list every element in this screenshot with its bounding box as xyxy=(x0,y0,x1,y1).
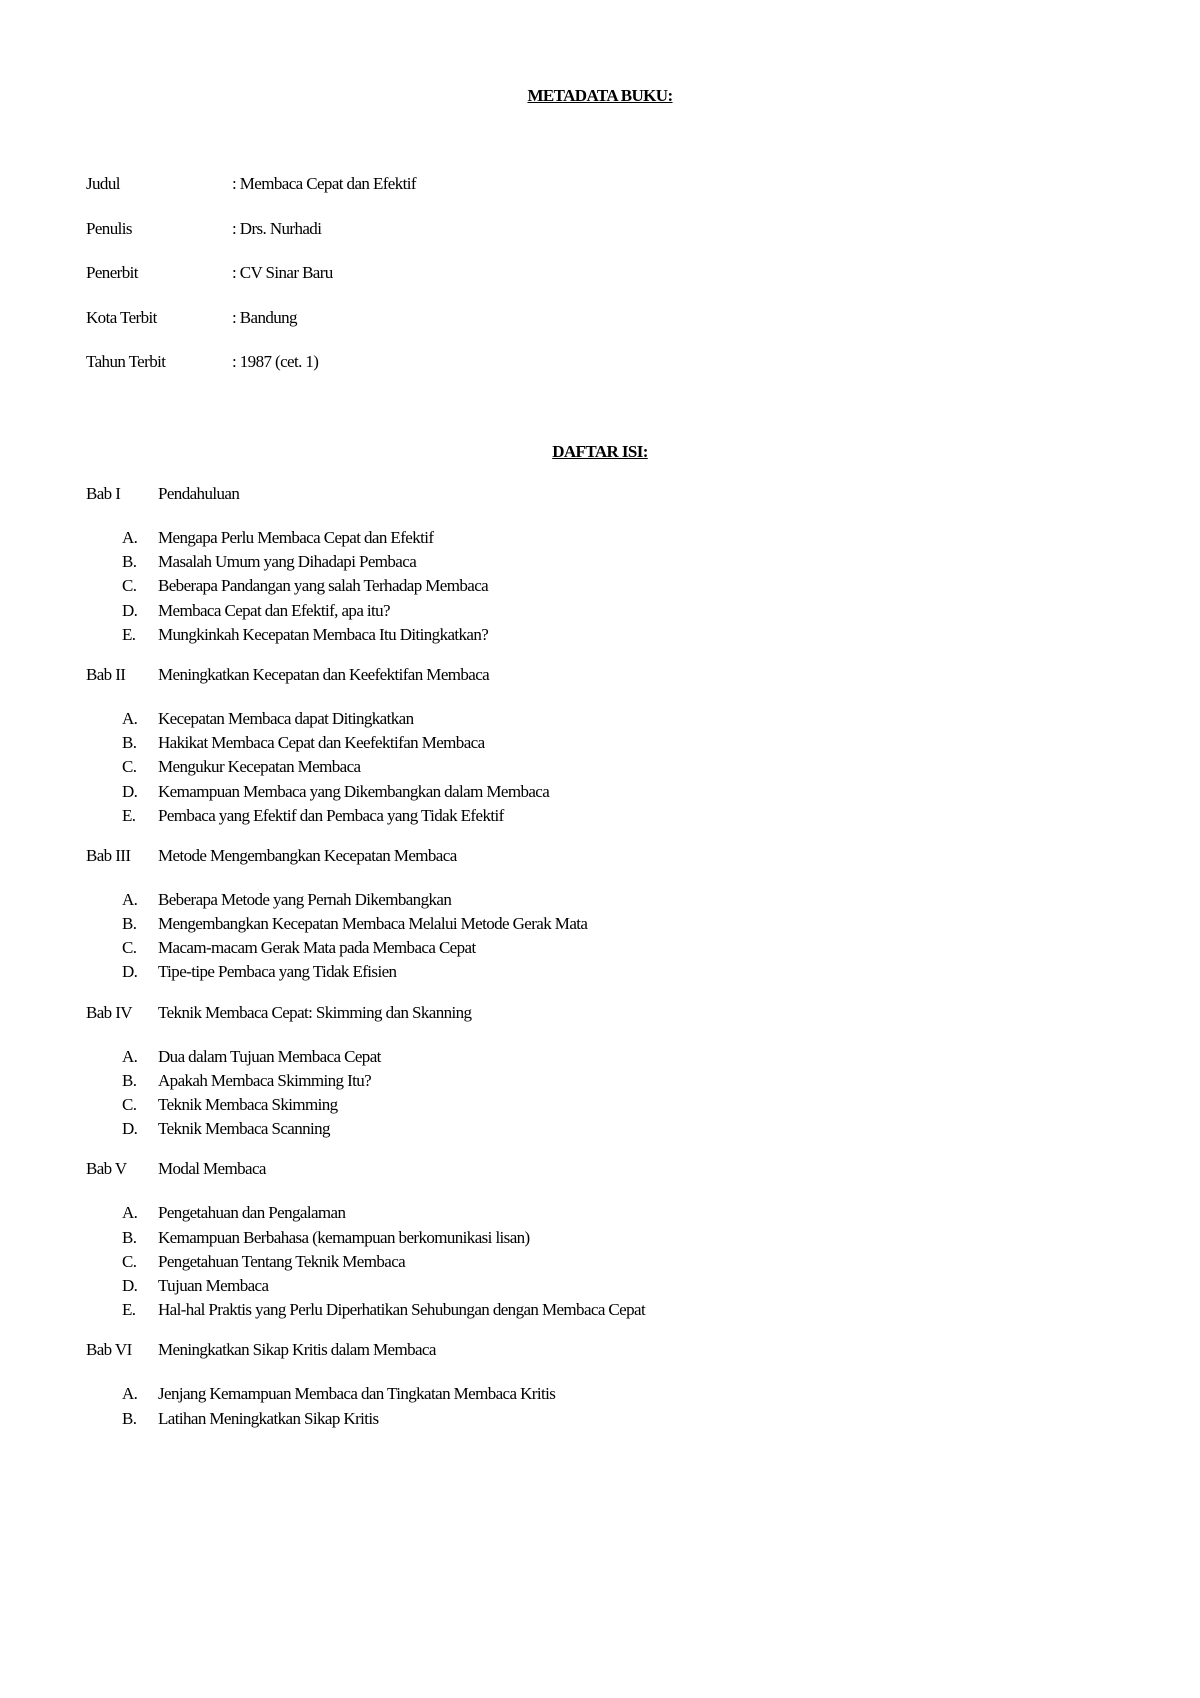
section-title: Dua dalam Tujuan Membaca Cepat xyxy=(158,1046,381,1066)
section-title: Pengetahuan Tentang Teknik Membaca xyxy=(158,1251,406,1271)
section-letter: B. xyxy=(122,1227,137,1247)
section-item xyxy=(86,733,1086,757)
section-item xyxy=(86,806,1086,830)
toc-heading: DAFTAR ISI: xyxy=(552,442,648,461)
chapter-title: Modal Membaca xyxy=(158,1159,266,1179)
section-item xyxy=(86,757,1086,781)
section-item xyxy=(86,1228,1086,1252)
section-letter: A. xyxy=(122,708,138,728)
chapter-title: Meningkatkan Kecepatan dan Keefektifan Membaca xyxy=(158,664,490,684)
section-title: Mungkinkah Kecepatan Membaca Itu Ditingkatkan? xyxy=(158,624,489,644)
section-letter: A. xyxy=(122,1384,138,1404)
chapter-title: Metode Mengembangkan Kecepatan Membaca xyxy=(158,845,457,865)
section-item xyxy=(86,1252,1086,1276)
section-title: Mengapa Perlu Membaca Cepat dan Efektif xyxy=(158,528,434,547)
section-letter: D. xyxy=(122,962,138,982)
chapter-title: Teknik Membaca Cepat: Skimming dan Skanning xyxy=(158,1002,472,1022)
section-item xyxy=(86,1071,1086,1095)
section-letter: B. xyxy=(122,552,137,572)
section-letter: C. xyxy=(122,757,137,777)
section-item xyxy=(86,625,1086,649)
section-title: Membaca Cepat dan Efektif, apa itu? xyxy=(158,600,390,620)
section-letter: D. xyxy=(122,781,138,801)
metadata-value: : CV Sinar Baru xyxy=(232,263,333,282)
metadata-label: Tahun Terbit xyxy=(86,352,166,371)
section-item xyxy=(86,938,1086,962)
section-title: Kecepatan Membaca dapat Ditingkatkan xyxy=(158,708,414,728)
metadata-value: : 1987 (cet. 1) xyxy=(232,352,319,371)
chapter xyxy=(86,1340,1086,1432)
section-title: Pembaca yang Efektif dan Pembaca yang Tidak Efektif xyxy=(158,805,504,825)
section-item xyxy=(86,962,1086,986)
section-letter: B. xyxy=(122,914,137,934)
chapter-heading xyxy=(86,1003,1086,1027)
chapter xyxy=(86,484,1086,649)
chapter xyxy=(86,846,1086,987)
table-of-contents xyxy=(86,484,1086,1449)
metadata-label: Penerbit xyxy=(86,263,138,282)
section-letter: C. xyxy=(122,576,137,596)
metadata-label: Judul xyxy=(86,174,120,193)
section-letter: C. xyxy=(122,1251,137,1271)
section-letter: A. xyxy=(122,528,138,547)
section-title: Kemampuan Berbahasa (kemampuan berkomunikasi lisan) xyxy=(158,1227,530,1247)
chapter-heading xyxy=(86,1159,1086,1183)
section-item xyxy=(86,1203,1086,1227)
section-letter: D. xyxy=(122,1119,138,1139)
section-title: Mengukur Kecepatan Membaca xyxy=(158,757,361,777)
section-letter: A. xyxy=(122,1046,138,1066)
section-letter: E. xyxy=(122,805,136,825)
section-title: Hakikat Membaca Cepat dan Keefektifan Membaca xyxy=(158,733,485,753)
section-letter: B. xyxy=(122,1070,137,1090)
section-item xyxy=(86,1047,1086,1071)
section-letter: C. xyxy=(122,938,137,958)
section-title: Pengetahuan dan Pengalaman xyxy=(158,1203,346,1223)
section-item xyxy=(86,709,1086,733)
chapter-number: Bab II xyxy=(86,664,126,684)
section-title: Mengembangkan Kecepatan Membaca Melalui Metode Gerak Mata xyxy=(158,914,588,934)
section-item xyxy=(86,1384,1086,1408)
metadata-value: : Membaca Cepat dan Efektif xyxy=(232,174,416,193)
section-letter: A. xyxy=(122,889,138,909)
chapter-title: Meningkatkan Sikap Kritis dalam Membaca xyxy=(158,1340,436,1360)
section-item xyxy=(86,576,1086,600)
section-item xyxy=(86,552,1086,576)
section-letter: A. xyxy=(122,1203,138,1223)
section-title: Teknik Membaca Skimming xyxy=(158,1095,338,1114)
metadata-heading: METADATA BUKU: xyxy=(527,86,673,105)
chapter xyxy=(86,1159,1086,1324)
section-letter: B. xyxy=(122,733,137,753)
metadata-value: : Bandung xyxy=(232,307,297,327)
section-title: Tipe-tipe Pembaca yang Tidak Efisien xyxy=(158,962,397,982)
section-item xyxy=(86,914,1086,938)
section-title: Beberapa Pandangan yang salah Terhadap Membaca xyxy=(158,576,489,596)
chapter-number: Bab V xyxy=(86,1159,127,1179)
section-title: Macam-macam Gerak Mata pada Membaca Cepat xyxy=(158,938,476,958)
section-title: Masalah Umum yang Dihadapi Pembaca xyxy=(158,552,417,572)
metadata-label: Penulis xyxy=(86,218,132,238)
section-title: Beberapa Metode yang Pernah Dikembangkan xyxy=(158,889,452,909)
section-item xyxy=(86,1300,1086,1324)
section-item xyxy=(86,528,1086,552)
section-title: Latihan Meningkatkan Sikap Kritis xyxy=(158,1408,379,1428)
section-item xyxy=(86,601,1086,625)
chapter-heading xyxy=(86,665,1086,689)
chapter-title: Pendahuluan xyxy=(158,484,240,503)
section-letter: D. xyxy=(122,600,138,620)
chapter-heading xyxy=(86,1340,1086,1364)
section-item xyxy=(86,782,1086,806)
section-letter: B. xyxy=(122,1408,137,1428)
section-title: Jenjang Kemampuan Membaca dan Tingkatan Membaca Kritis xyxy=(158,1384,556,1404)
section-item xyxy=(86,1276,1086,1300)
chapter xyxy=(86,665,1086,830)
section-item xyxy=(86,1095,1086,1119)
metadata-label: Kota Terbit xyxy=(86,307,157,327)
section-item xyxy=(86,1409,1086,1433)
section-title: Kemampuan Membaca yang Dikembangkan dalam Membaca xyxy=(158,781,550,801)
chapter xyxy=(86,1003,1086,1144)
section-title: Apakah Membaca Skimming Itu? xyxy=(158,1070,372,1090)
chapter-number: Bab IV xyxy=(86,1002,132,1022)
section-item xyxy=(86,890,1086,914)
section-letter: D. xyxy=(122,1275,138,1295)
chapter-number: Bab VI xyxy=(86,1340,132,1360)
section-letter: C. xyxy=(122,1095,137,1114)
chapter-heading xyxy=(86,846,1086,870)
chapter-number: Bab III xyxy=(86,845,131,865)
chapter-number: Bab I xyxy=(86,484,121,503)
chapter-heading xyxy=(86,484,1086,508)
section-item xyxy=(86,1119,1086,1143)
metadata-value: : Drs. Nurhadi xyxy=(232,218,322,238)
section-letter: E. xyxy=(122,624,136,644)
section-letter: E. xyxy=(122,1300,136,1320)
section-title: Hal-hal Praktis yang Perlu Diperhatikan Sehubungan dengan Membaca Cepat xyxy=(158,1300,646,1320)
section-title: Teknik Membaca Scanning xyxy=(158,1119,330,1139)
section-title: Tujuan Membaca xyxy=(158,1275,269,1295)
